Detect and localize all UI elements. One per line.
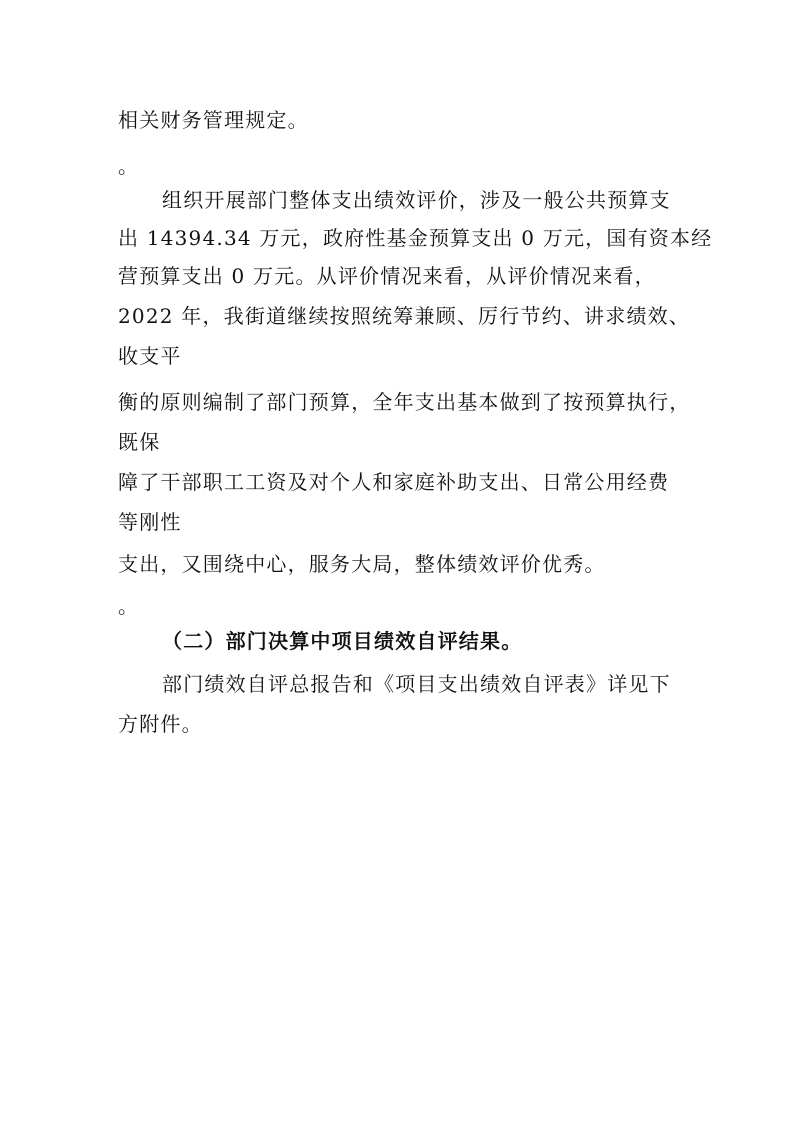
paragraph-line: 等刚性 <box>118 510 182 534</box>
paragraph-line: 障了干部职工工资及对个人和家庭补助支出、日常公用经费 <box>118 470 670 494</box>
paragraph-line: 既保 <box>118 430 161 454</box>
paragraph-line: 收支平 <box>118 344 182 368</box>
paragraph-line: 相关财务管理规定。 <box>118 108 309 132</box>
paragraph-line: 营预算支出 0 万元。从评价情况来看，从评价情况来看， <box>118 264 656 288</box>
paragraph-line: 出 14394.34 万元，政府性基金预算支出 0 万元，国有资本经 <box>118 226 713 250</box>
section-heading: （二）部门决算中项目绩效自评结果。 <box>162 629 523 653</box>
paragraph-line: 方附件。 <box>118 712 203 736</box>
paragraph-line: 。 <box>118 594 140 618</box>
paragraph-line: 衡的原则编制了部门预算，全年支出基本做到了按预算执行， <box>118 390 691 414</box>
paragraph-line: 2022 年，我街道继续按照统筹兼顾、厉行节约、讲求绩效、 <box>118 304 691 328</box>
paragraph-line: 组织开展部门整体支出绩效评价，涉及一般公共预算支 <box>162 188 671 212</box>
paragraph-line: 。 <box>118 154 140 178</box>
paragraph-line: 支出，又围绕中心，服务大局，整体绩效评价优秀。 <box>118 552 606 576</box>
paragraph-line: 部门绩效自评总报告和《项目支出绩效自评表》详见下 <box>162 672 671 696</box>
